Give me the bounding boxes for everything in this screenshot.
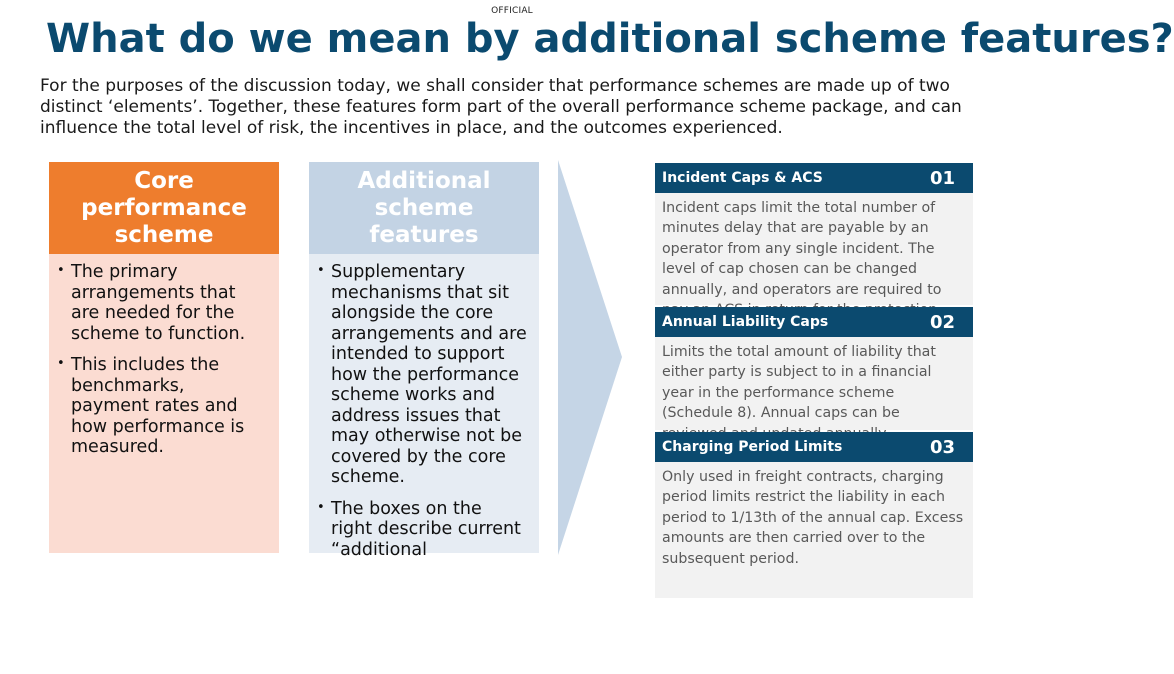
bullet-icon: • [317,499,325,515]
core-scheme-body [49,254,279,458]
card-title: Annual Liability Caps [662,314,829,330]
card-incident-caps [655,163,973,305]
card-title: Incident Caps & ACS [662,170,823,186]
chevron-arrow-icon [558,160,624,555]
card-charging-period-limits [655,432,973,598]
card-text: Only used in freight contracts, charging period limits restrict the liability in each period to 1/13th of the annual cap. Excess amounts are then carried over to the subsequent period. [655,462,973,598]
card-number: 01 [929,167,955,189]
bullet-text: This includes the benchmarks, payment rates and how performance is measured. [71,355,245,457]
card-text: Incident caps limit the total number of minutes delay that are payable by an operator from any single incident. The level of cap chosen can be changed annually, and operators are required to [655,193,973,305]
card-text: Limits the total amount of liability that either party is subject to in a financial year in the performance scheme (Schedule 8). Annual caps can be [655,337,973,430]
additional-features-box [309,162,539,560]
bullet-icon: • [57,356,65,371]
card-header [655,307,973,337]
bullet-text: Supplementary mechanisms that sit alongside the core arrangements and are intended to support how the performance scheme works and address issues that may otherwise not be covered by the core scheme. [331,262,527,487]
list-item [317,262,527,488]
classification-label: OFFICIAL [491,6,533,16]
core-scheme-heading: Core performance scheme [49,162,279,254]
bullet-text: The primary arrangements that are needed for the scheme to function. [71,262,246,344]
card-header [655,163,973,193]
additional-features-heading: Additional scheme features [309,162,539,254]
bullet-icon: • [57,263,65,278]
intro-text: For the purposes of the discussion today, we shall consider that performance schemes are made up of two distinct ‘elements’. Together, these features form part of the overall performance scheme package, and can influence the total level of risk, the incentives in place, and the outcomes experienced. [40,76,962,138]
card-annual-liability-caps [655,307,973,430]
list-item [57,262,267,344]
additional-features-body [309,254,539,674]
bullet-icon: • [317,263,325,278]
list-item [57,355,267,458]
core-scheme-box [49,162,279,553]
card-title: Charging Period Limits [662,439,843,455]
card-number: 03 [929,436,955,458]
card-header [655,432,973,462]
bullet-text: The boxes on the right describe current “additional [331,498,521,560]
list-item [317,499,527,561]
page-title: What do we mean by additional scheme features? [46,16,1174,62]
card-number: 02 [929,311,955,333]
